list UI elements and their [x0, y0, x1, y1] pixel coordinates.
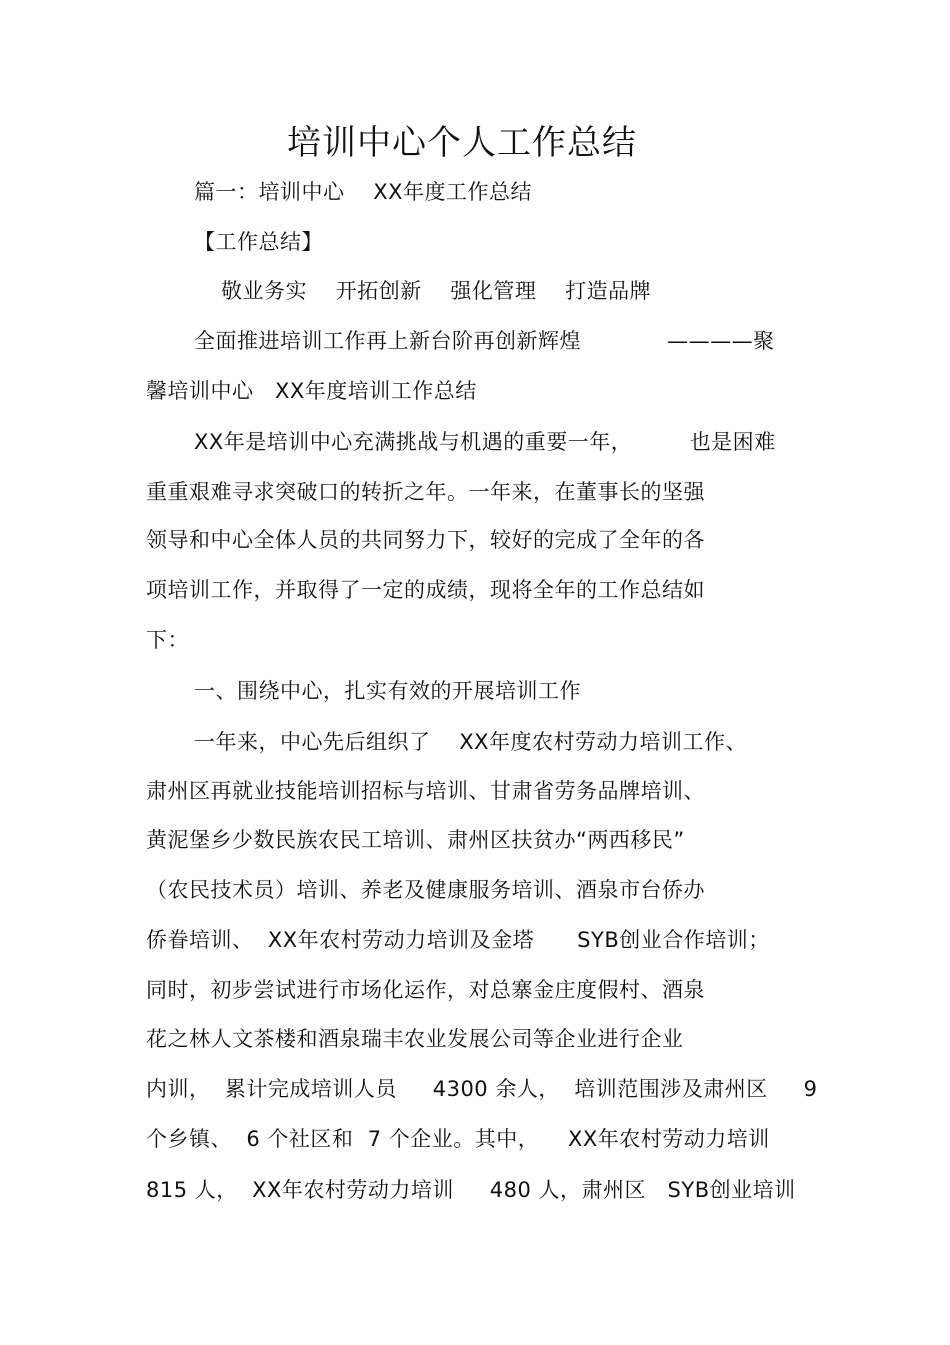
paragraph-line: 黄泥堡乡少数民族农民工培训、肃州区扶贫办“两西移民”	[146, 828, 685, 852]
paragraph-line: （农民技术员）培训、养老及健康服务培训、酒泉市台侨办	[146, 878, 705, 902]
paragraph-line: 个乡镇、 6 个社区和 7 个企业。其中， XX年农村劳动力培训	[146, 1127, 770, 1151]
paragraph-line: 内训， 累计完成培训人员 4300 余人， 培训范围涉及肃州区 9	[146, 1077, 818, 1101]
paragraph-line: 815 人， XX年农村劳动力培训 480 人，肃州区 SYB创业培训	[146, 1178, 796, 1202]
paragraph-line: 侨眷培训、 XX年农村劳动力培训及金塔 SYB创业合作培训；	[146, 928, 770, 952]
paragraph-line: 全面推进培训工作再上新台阶再创新辉煌 ————聚	[194, 329, 775, 353]
motto-line: 敬业务实 开拓创新 强化管理 打造品牌	[221, 279, 652, 303]
subtitle-line: 篇一：培训中心 XX年度工作总结	[194, 180, 532, 204]
section-heading: 一、围绕中心，扎实有效的开展培训工作	[194, 679, 581, 703]
paragraph-line: 肃州区再就业技能培训招标与培训、甘肃省劳务品牌培训、	[146, 779, 705, 803]
paragraph-line: 项培训工作，并取得了一定的成绩，现将全年的工作总结如	[146, 578, 705, 602]
paragraph-line: 花之林人文茶楼和酒泉瑞丰农业发展公司等企业进行企业	[146, 1027, 684, 1051]
paragraph-line: XX年是培训中心充满挑战与机遇的重要一年， 也是困难	[194, 430, 776, 454]
paragraph-line: 重重艰难寻求突破口的转折之年。一年来，在董事长的坚强	[146, 480, 705, 504]
paragraph-line: 领导和中心全体人员的共同努力下，较好的完成了全年的各	[146, 528, 705, 552]
document-title: 培训中心个人工作总结	[287, 123, 637, 163]
paragraph-line: 一年来，中心先后组织了 XX年度农村劳动力培训工作、	[194, 730, 747, 754]
paragraph-line: 同时，初步尝试进行市场化运作，对总寨金庄度假村、酒泉	[146, 978, 705, 1002]
paragraph-line: 下：	[146, 628, 189, 652]
paragraph-line: 馨培训中心 XX年度培训工作总结	[146, 379, 477, 403]
section-label: 【工作总结】	[194, 230, 323, 254]
